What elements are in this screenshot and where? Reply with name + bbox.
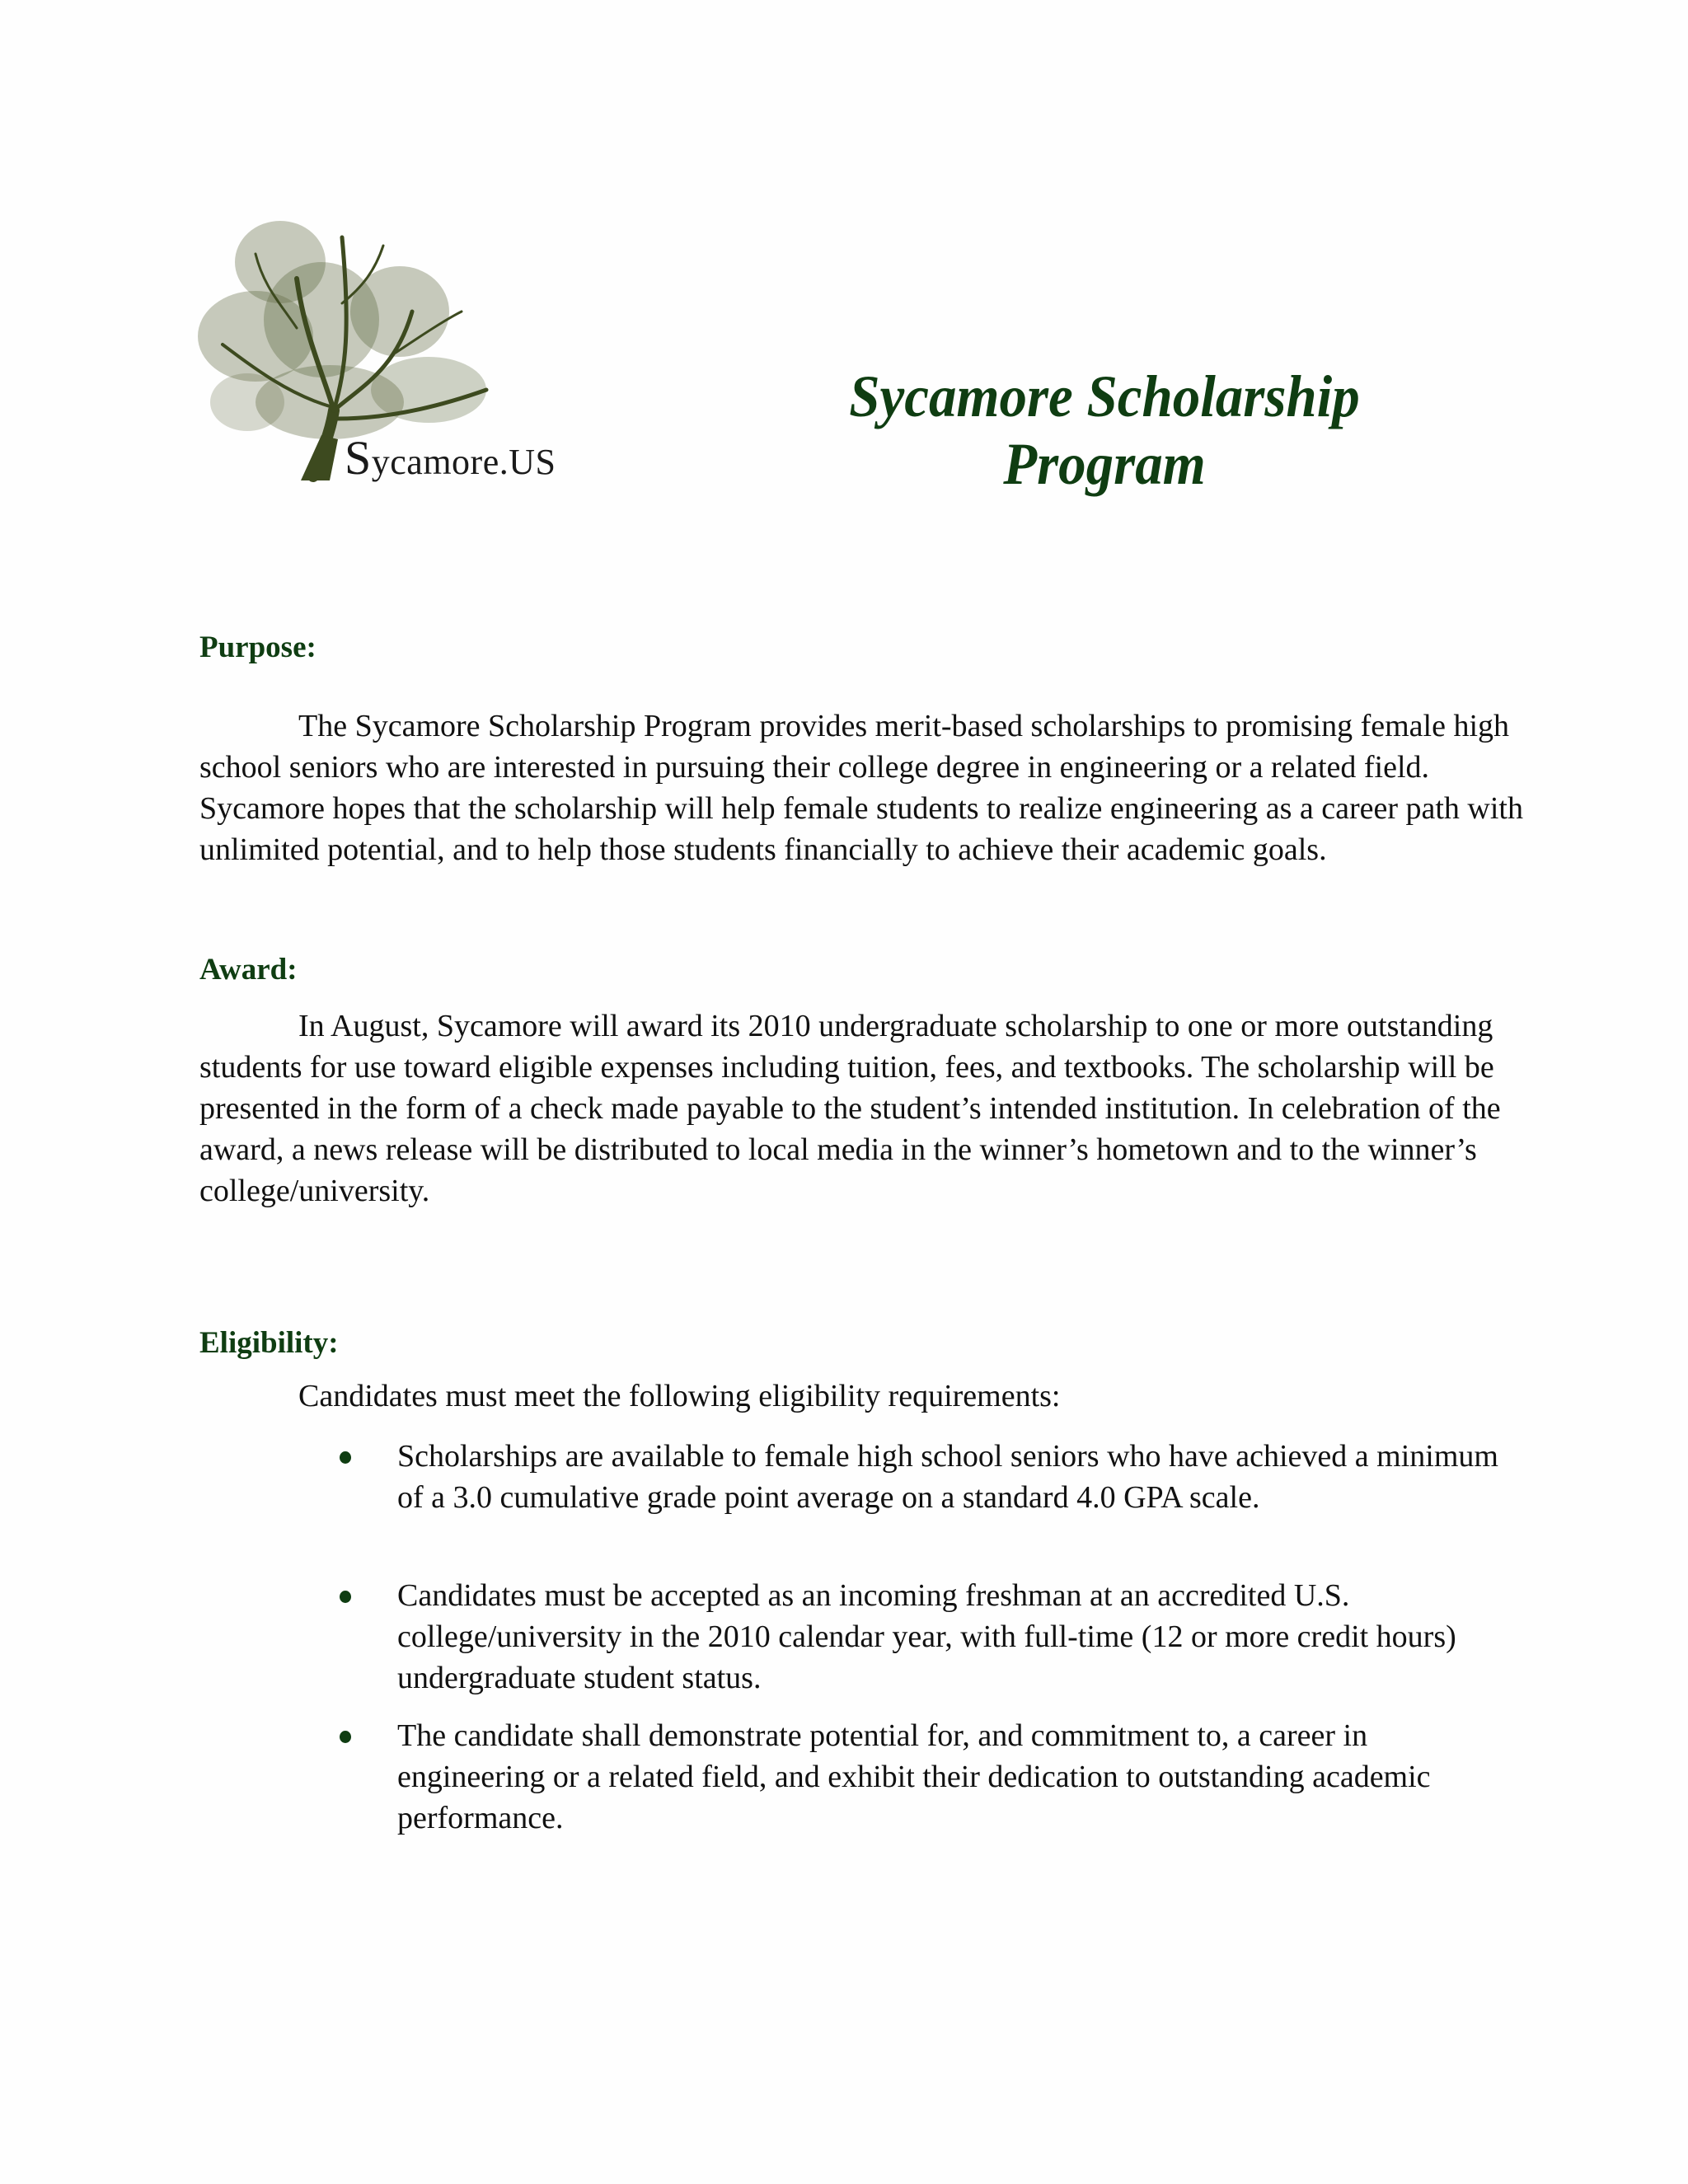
logo-initial: S [345, 431, 372, 485]
purpose-paragraph [199, 705, 1535, 870]
eligibility-heading: Eligibility: [199, 1326, 339, 1360]
award-heading: Award: [199, 953, 298, 987]
bullet-icon [340, 1451, 351, 1464]
award-paragraph [199, 1005, 1535, 1212]
title-line-1: Sycamore Scholarship [849, 363, 1360, 429]
purpose-heading: Purpose: [199, 630, 316, 664]
page-title [814, 363, 1396, 498]
award-text: In August, Sycamore will award its 2010 undergraduate scholarship to one or more outstanding students for use toward eligible expenses including tuition, fees, and textbooks. The scholarship will be presented in the form of a check made payable to the student’s intended institution. In celebration of the award, a news release will be distributed to local media in the winner’s hometown and to the winner’s college/university. [199, 1009, 1501, 1208]
bullet-icon [340, 1591, 351, 1603]
logo-name: ycamore. [371, 442, 509, 482]
eligibility-item-text: Scholarships are available to female high school seniors who have achieved a minimum of a 3.0 cumulative grade point average on a standard 4.0 GPA scale. [397, 1439, 1498, 1515]
title-line-2: Program [1003, 431, 1206, 497]
bullet-icon [340, 1731, 351, 1743]
eligibility-item-text: The candidate shall demonstrate potential for, and commitment to, a career in engineering or a related field, and exhibit their dedication to outstanding academic performance. [397, 1718, 1431, 1835]
eligibility-item-text: Candidates must be accepted as an incoming freshman at an accredited U.S. college/university in the 2010 calendar year, with full-time (12 or more credit hours) undergraduate student status. [397, 1578, 1456, 1695]
logo-wordmark [345, 430, 556, 485]
logo-suffix: US [509, 442, 556, 482]
eligibility-intro: Candidates must meet the following eligibility requirements: [298, 1379, 1061, 1413]
purpose-text: The Sycamore Scholarship Program provides merit-based scholarships to promising female high school seniors who are interested in pursuing their college degree in engineering or a related field. Sycamore hopes that the scholarship will help female students to realize engineering as a career path with unlimited potential, and to help those students financially to achieve their academic goals. [199, 709, 1523, 867]
